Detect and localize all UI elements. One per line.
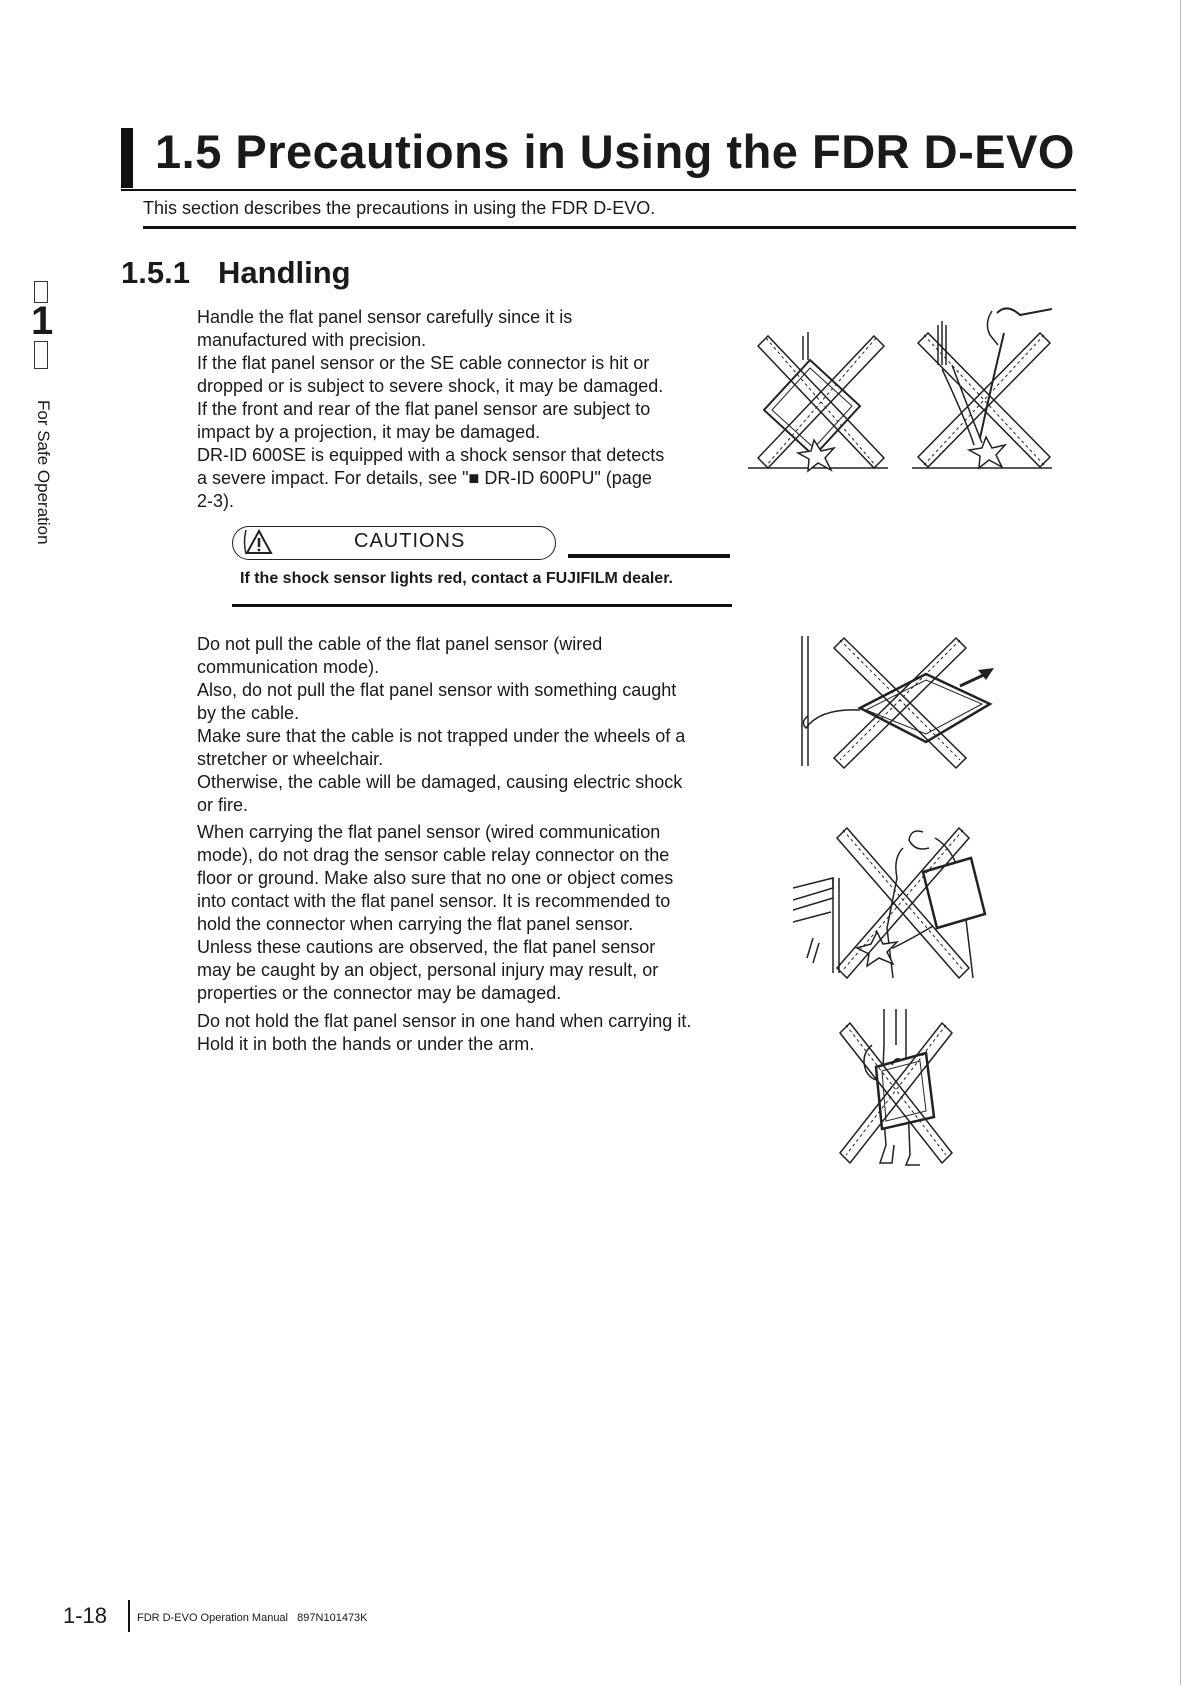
text-line: Make sure that the cable is not trapped under the wheels of a: [197, 726, 686, 746]
text-line: by the cable.: [197, 703, 300, 723]
text-line: mode), do not drag the sensor cable relay connector on the: [197, 845, 670, 865]
text-line: Otherwise, the cable will be damaged, causing electric shock: [197, 772, 683, 792]
text-line: When carrying the flat panel sensor (wired communication: [197, 822, 661, 842]
text-line: impact by a projection, it may be damaged.: [197, 422, 541, 442]
text-line: may be caught by an object, personal injury may result, or: [197, 960, 659, 980]
projection-impact-illustration: [912, 303, 1052, 478]
manual-title: FDR D-EVO Operation Manual: [137, 1612, 288, 1624]
text-line: properties or the connector may be damaged.: [197, 983, 562, 1003]
page-title: 1.5 Precautions in Using the FDR D-EVO: [155, 125, 1075, 178]
subsection-title: Handling: [218, 255, 351, 290]
text-line: Hold it in both the hands or under the arm.: [197, 1034, 535, 1054]
subsection-heading: [121, 255, 351, 291]
dropped-panel-illustration: [748, 318, 888, 478]
caution-text: If the shock sensor lights red, contact a FUJIFILM dealer.: [240, 570, 673, 587]
text-line: communication mode).: [197, 657, 380, 677]
text-line: DR-ID 600SE is equipped with a shock sensor that detects: [197, 445, 665, 465]
text-line: Do not pull the cable of the flat panel sensor (wired: [197, 634, 603, 654]
page-number: 1-18: [63, 1603, 108, 1628]
text-line: 2-3).: [197, 491, 235, 511]
text-line: If the front and rear of the flat panel sensor are subject to: [197, 399, 651, 419]
manual-code: 897N101473K: [297, 1612, 368, 1624]
paragraph-shock-handling: [197, 306, 717, 513]
text-line: a severe impact. For details, see "■ DR-ID 600PU" (page: [197, 468, 652, 488]
title-marker-bar: [121, 128, 133, 188]
side-chapter-label: [27, 400, 57, 560]
chapter-tab-marker-bottom: [34, 341, 48, 369]
side-chapter-label-text: For Safe Operation: [34, 400, 53, 545]
caution-rule: [232, 604, 732, 607]
text-line: floor or ground. Make also sure that no one or object comes: [197, 868, 674, 888]
pull-cable-illustration: [800, 630, 1000, 770]
scan-edge: [1180, 0, 1181, 1685]
text-line: into contact with the flat panel sensor. It is recommended to: [197, 891, 671, 911]
warning-triangle-icon: [242, 528, 276, 556]
caution-header-line: [568, 554, 730, 558]
paragraph-carrying: [197, 821, 737, 1005]
text-line: Unless these cautions are observed, the flat panel sensor: [197, 937, 656, 957]
intro-rule: [143, 226, 1076, 229]
paragraph-two-hands: [197, 1010, 737, 1056]
drag-connector-illustration: [793, 818, 998, 983]
caution-header: [232, 526, 732, 560]
text-line: hold the connector when carrying the flat panel sensor.: [197, 914, 634, 934]
footer-separator: [128, 1600, 130, 1632]
text-line: dropped or is subject to severe shock, it may be damaged.: [197, 376, 664, 396]
text-line: stretcher or wheelchair.: [197, 749, 384, 769]
title-rule: [121, 189, 1076, 191]
text-line: Handle the flat panel sensor carefully since it is: [197, 307, 573, 327]
one-hand-carry-illustration: [822, 1005, 972, 1170]
text-line: Do not hold the flat panel sensor in one hand when carrying it.: [197, 1011, 692, 1031]
caution-label: CAUTIONS: [354, 530, 466, 552]
text-line: or fire.: [197, 795, 249, 815]
text-line: If the flat panel sensor or the SE cable connector is hit or: [197, 353, 650, 373]
paragraph-cable: [197, 633, 737, 817]
footer-manual-info: [137, 1612, 368, 1624]
section-intro: This section describes the precautions in using the FDR D-EVO.: [143, 198, 656, 218]
text-line: manufactured with precision.: [197, 330, 427, 350]
chapter-tab-number: 1: [31, 299, 54, 343]
text-line: Also, do not pull the flat panel sensor with something caught: [197, 680, 677, 700]
subsection-number: 1.5.1: [121, 255, 190, 290]
